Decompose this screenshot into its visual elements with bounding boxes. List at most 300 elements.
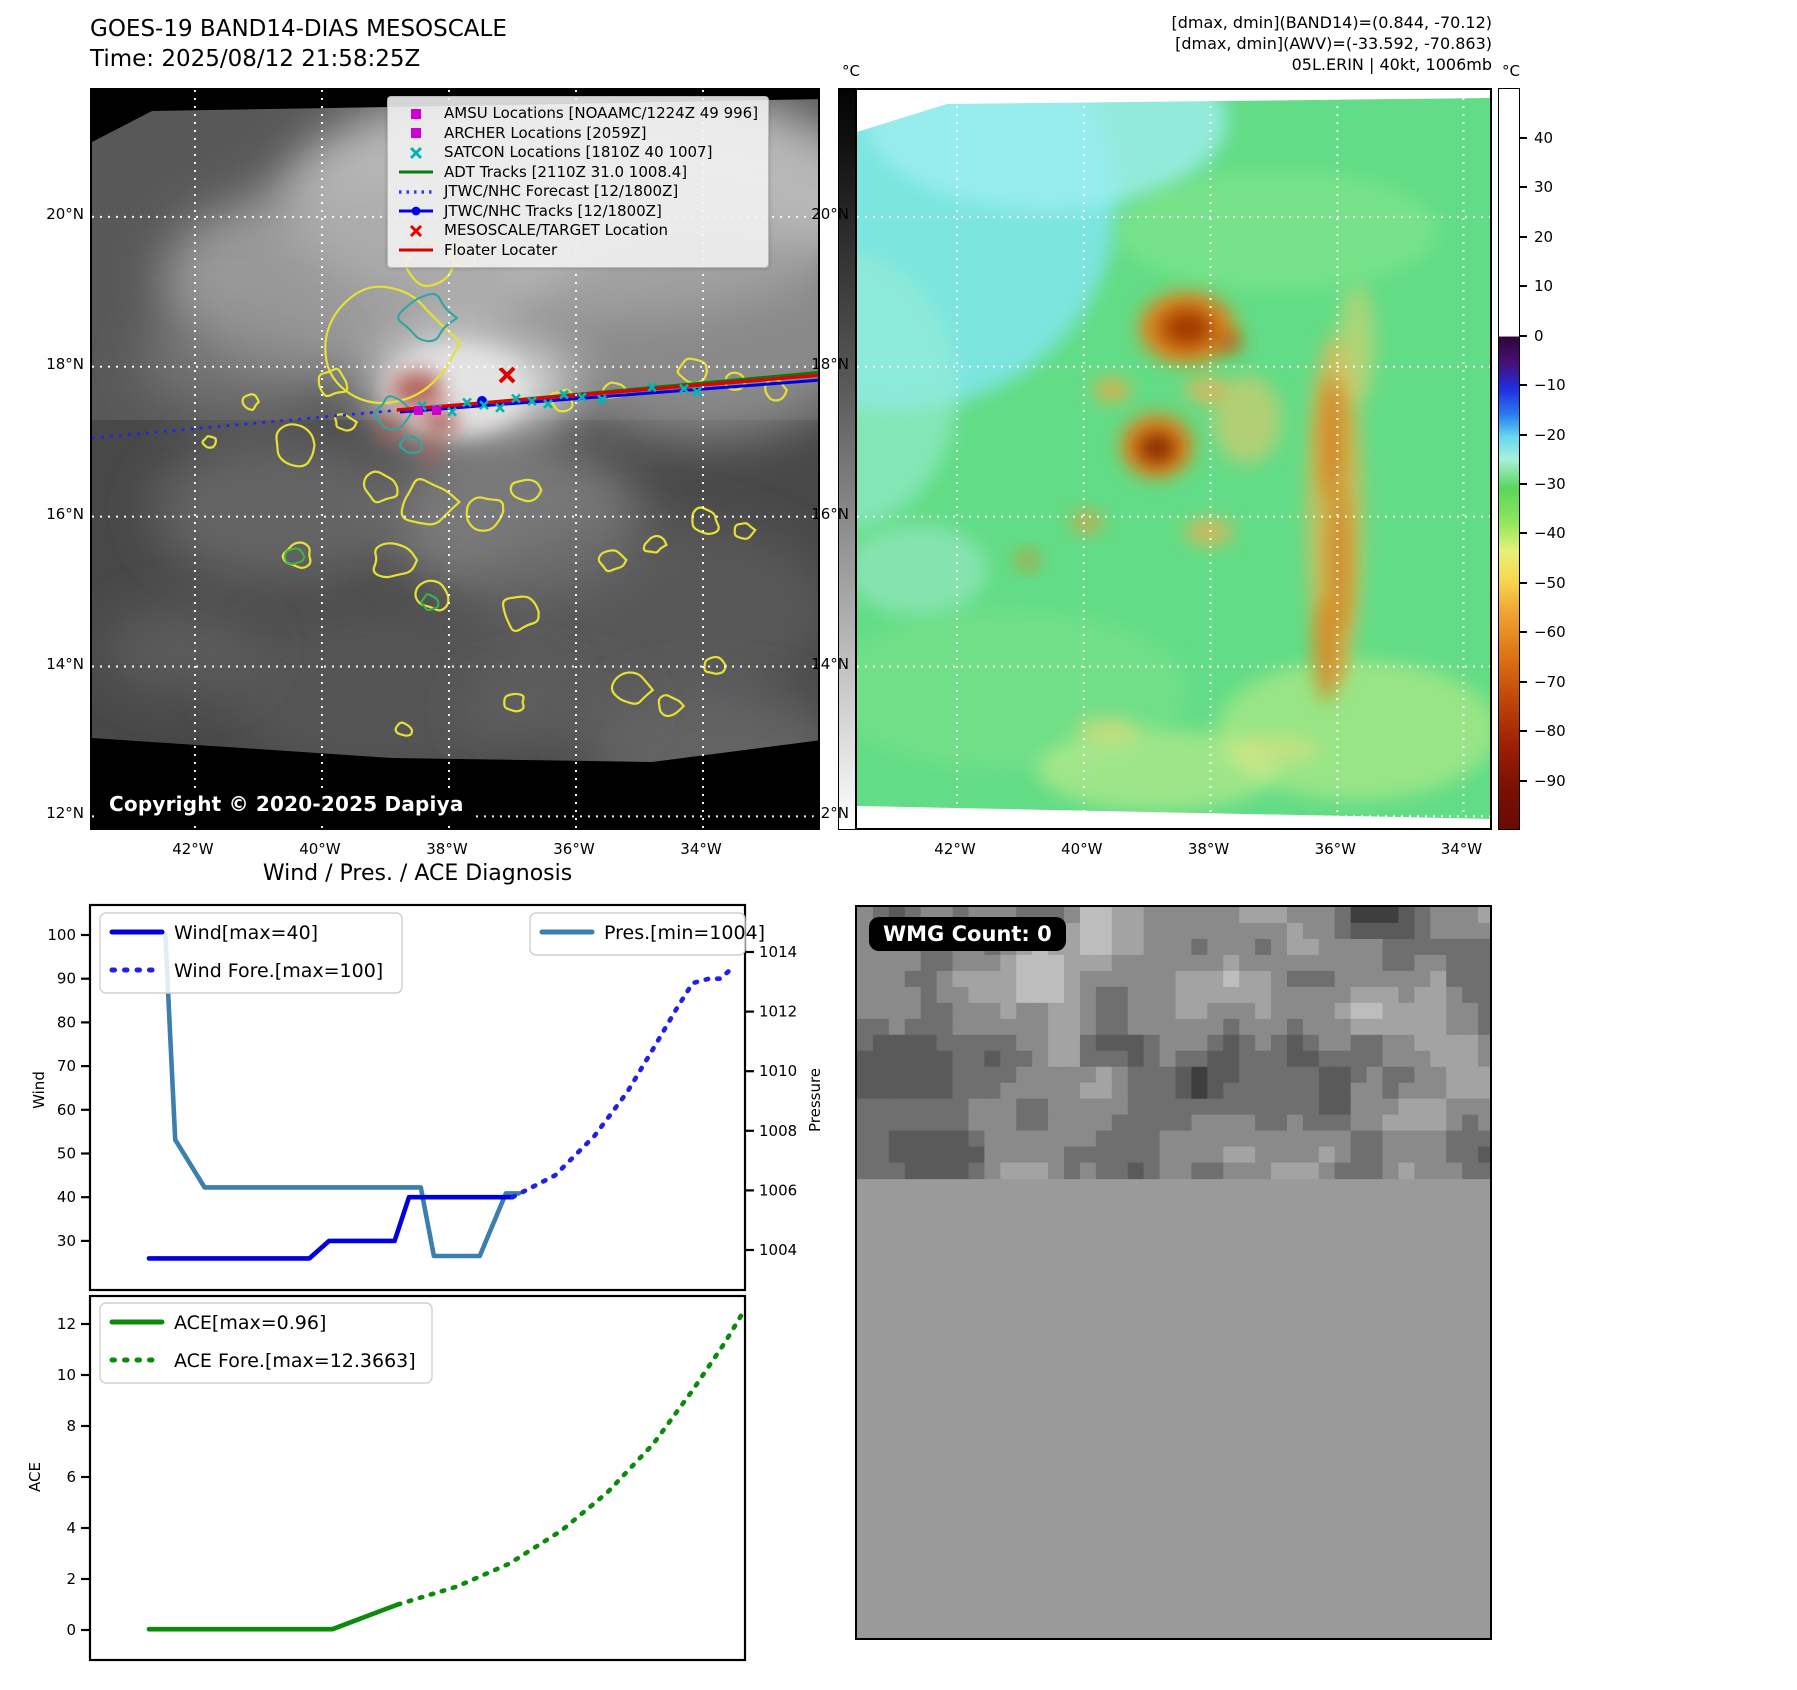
wmg-pixel: [905, 1003, 921, 1019]
wmg-pixel: [984, 1051, 1000, 1067]
wmg-pixel: [1383, 1083, 1399, 1099]
colorbar-tickmark: [1520, 532, 1527, 534]
wmg-pixel: [1414, 923, 1430, 939]
wmg-pixel: [1128, 1083, 1144, 1099]
wmg-pixel: [1255, 1035, 1271, 1051]
wmg-pixel: [953, 1115, 969, 1131]
wmg-pixel: [1032, 1083, 1048, 1099]
wmg-pixel: [1144, 1099, 1160, 1115]
marker-glyph: [396, 243, 436, 257]
band14-title: GOES-19 BAND14-DIAS MESOSCALE: [90, 16, 507, 42]
wmg-pixel: [1478, 1067, 1492, 1083]
lon-label: 34°W: [680, 840, 722, 858]
wmg-pixel: [1144, 923, 1160, 939]
wmg-pixel: [1096, 971, 1112, 987]
decor: [411, 148, 421, 158]
wmg-pixel: [1032, 1115, 1048, 1131]
wmg-pixel: [1367, 987, 1383, 1003]
wmg-pixel: [1112, 1083, 1128, 1099]
wmg-pixel: [1414, 1163, 1430, 1179]
wmg-pixel: [1016, 1083, 1032, 1099]
wmg-pixel: [1367, 955, 1383, 971]
wmg-pixel: [1351, 1035, 1367, 1051]
wmg-pixel: [1430, 1147, 1446, 1163]
decor: [1185, 377, 1229, 403]
storm-header: [1172, 12, 1493, 75]
wmg-pixel: [968, 1115, 984, 1131]
wmg-pixel: [1000, 1035, 1016, 1051]
wmg-pixel: [1462, 907, 1478, 923]
colorbar-tickmark: [1520, 730, 1527, 732]
wmg-pixel: [1462, 1035, 1478, 1051]
wmg-pixel: [953, 1051, 969, 1067]
wmg-pixel: [921, 1035, 937, 1051]
wmg-pixel: [1478, 1003, 1492, 1019]
pressure-tick-label: 1004: [759, 1241, 798, 1259]
wmg-pixel: [1414, 1051, 1430, 1067]
wmg-pixel: [1064, 923, 1080, 939]
wmg-pixel: [1064, 1003, 1080, 1019]
wmg-pixel: [1239, 1003, 1255, 1019]
wmg-pixel: [1319, 1163, 1335, 1179]
wmg-pixel: [1207, 987, 1223, 1003]
wmg-pixel: [1032, 971, 1048, 987]
wmg-pixel: [1271, 1099, 1287, 1115]
wmg-pixel: [1414, 1035, 1430, 1051]
wmg-pixel: [1128, 939, 1144, 955]
wmg-pixel: [1271, 987, 1287, 1003]
colorbar-tickmark: [1520, 285, 1527, 287]
wmg-pixel: [1207, 1163, 1223, 1179]
wmg-pixel: [1319, 1067, 1335, 1083]
wmg-pixel: [1223, 971, 1239, 987]
x-marker-icon: [396, 146, 436, 160]
wmg-pixel: [1398, 1067, 1414, 1083]
wmg-pixel: [1064, 1115, 1080, 1131]
colorbar-tick-label: 40: [1534, 128, 1554, 147]
wmg-pixel: [1064, 1019, 1080, 1035]
wmg-pixel: [1255, 1099, 1271, 1115]
wmg-pixel: [1000, 1163, 1016, 1179]
wmg-pixel: [873, 1115, 889, 1131]
lon-label: 40°W: [299, 840, 341, 858]
decor: [1314, 598, 1340, 702]
wmg-pixel: [1430, 955, 1446, 971]
wmg-pixel: [1160, 971, 1176, 987]
wmg-pixel: [1367, 907, 1383, 923]
legend-entry-label: ACE[max=0.96]: [174, 1312, 327, 1334]
wmg-pixel: [1287, 1147, 1303, 1163]
wmg-pixel: [1096, 955, 1112, 971]
wmg-pixel: [1383, 907, 1399, 923]
wmg-pixel: [1064, 955, 1080, 971]
wmg-pixel: [1048, 1115, 1064, 1131]
colorbar-tickmark: [1520, 434, 1527, 436]
wmg-pixel: [1367, 939, 1383, 955]
wmg-pixel: [1096, 1163, 1112, 1179]
wmg-pixel: [1287, 1115, 1303, 1131]
wmg-pixel: [1207, 1067, 1223, 1083]
map-legend-item: [396, 182, 758, 202]
wmg-pixel: [1303, 1067, 1319, 1083]
decor: [102, 605, 262, 695]
wmg-pixel: [1096, 1115, 1112, 1131]
wmg-pixel: [1239, 1115, 1255, 1131]
wmg-pixel: [1383, 1019, 1399, 1035]
wmg-pixel: [1032, 1051, 1048, 1067]
wmg-pixel: [1319, 1003, 1335, 1019]
wmg-pixel: [1255, 955, 1271, 971]
wmg-pixel: [889, 1083, 905, 1099]
wmg-pixel: [1414, 1147, 1430, 1163]
wmg-pixel: [1144, 907, 1160, 923]
wmg-pixel: [857, 1003, 873, 1019]
wmg-pixel: [1144, 1147, 1160, 1163]
wmg-pixel: [937, 1035, 953, 1051]
wmg-pixel: [1287, 1099, 1303, 1115]
wmg-pixel: [1351, 1051, 1367, 1067]
wmg-pixel: [968, 1147, 984, 1163]
wmg-pixel: [1383, 987, 1399, 1003]
wmg-pixel: [1207, 1003, 1223, 1019]
wmg-pixel: [1255, 971, 1271, 987]
wmg-pixel: [1096, 1035, 1112, 1051]
wind-tick-label: 60: [56, 1100, 76, 1119]
wmg-pixel: [1160, 1003, 1176, 1019]
wmg-pixel: [1430, 1163, 1446, 1179]
wmg-pixel: [1064, 1131, 1080, 1147]
wmg-pixel: [1207, 955, 1223, 971]
wmg-pixel: [1335, 1003, 1351, 1019]
wmg-pixel: [1064, 971, 1080, 987]
wmg-pixel: [1446, 955, 1462, 971]
wmg-pixel: [1303, 1051, 1319, 1067]
wmg-pixel: [873, 1019, 889, 1035]
wmg-pixel: [953, 1035, 969, 1051]
wmg-pixel: [1016, 1067, 1032, 1083]
wmg-pixel: [1271, 1083, 1287, 1099]
wmg-pixel: [1414, 939, 1430, 955]
decor: [1235, 736, 1319, 764]
wmg-pixel: [1239, 987, 1255, 1003]
decor: [1016, 552, 1038, 568]
wmg-pixel: [1223, 1115, 1239, 1131]
colorbar-tick-label: −20: [1534, 425, 1566, 444]
wmg-pixel: [1112, 971, 1128, 987]
series-ACE Fore.[max=12.3663]: [398, 1315, 742, 1605]
wmg-pixel: [1160, 1115, 1176, 1131]
wmg-pixel: [1478, 1099, 1492, 1115]
wmg-pixel: [1080, 1147, 1096, 1163]
wmg-pixel-image: [857, 907, 1492, 1640]
wmg-pixel: [921, 1019, 937, 1035]
wmg-pixel: [1478, 1051, 1492, 1067]
wmg-pixel: [1478, 1131, 1492, 1147]
wmg-pixel: [1048, 1083, 1064, 1099]
wmg-pixel: [1048, 987, 1064, 1003]
wmg-pixel: [1112, 1163, 1128, 1179]
wmg-pixel: [968, 1019, 984, 1035]
wmg-pixel: [1398, 923, 1414, 939]
wmg-pixel: [1207, 1083, 1223, 1099]
wmg-pixel: [1239, 1147, 1255, 1163]
wmg-pixel: [1016, 1147, 1032, 1163]
legend-entry-label: Wind Fore.[max=100]: [174, 960, 384, 982]
wmg-pixel: [1000, 971, 1016, 987]
ace-axis-label: ACE: [26, 1462, 44, 1492]
line-marker-icon: [396, 165, 436, 179]
wmg-pixel: [1351, 939, 1367, 955]
legend-entry-label: Wind[max=40]: [174, 922, 319, 944]
wmg-pixel: [1367, 1131, 1383, 1147]
wmg-pixel: [984, 1163, 1000, 1179]
ace-tick-label: 10: [56, 1366, 76, 1384]
wmg-pixel: [1319, 971, 1335, 987]
map-legend-item: [396, 143, 758, 163]
wmg-pixel: [1223, 955, 1239, 971]
wmg-pixel: [1112, 1067, 1128, 1083]
wmg-pixel: [1287, 1035, 1303, 1051]
wmg-pixel: [1000, 1131, 1016, 1147]
wmg-pixel: [1351, 1019, 1367, 1035]
wmg-pixel: [1414, 955, 1430, 971]
wmg-pixel: [1144, 1051, 1160, 1067]
wmg-pixel: [1462, 1163, 1478, 1179]
wmg-pixel: [1064, 1083, 1080, 1099]
wmg-pixel: [857, 1115, 873, 1131]
decor: [411, 128, 421, 138]
wmg-pixel: [1271, 1115, 1287, 1131]
wmg-pixel: [1000, 1147, 1016, 1163]
wmg-pixel: [889, 1131, 905, 1147]
wmg-pixel: [873, 955, 889, 971]
wmg-pixel: [1271, 1051, 1287, 1067]
wmg-pixel: [968, 1067, 984, 1083]
wmg-pixel: [1080, 1099, 1096, 1115]
wmg-pixel: [1430, 1083, 1446, 1099]
map-legend-label: ARCHER Locations [2059Z]: [444, 123, 647, 142]
decor: [1117, 170, 1437, 290]
wmg-pixel: [1176, 907, 1192, 923]
wmg-pixel: [937, 1115, 953, 1131]
wmg-pixel: [1287, 1067, 1303, 1083]
wmg-pixel: [1128, 907, 1144, 923]
wmg-pixel: [1048, 1035, 1064, 1051]
wmg-pixel: [1367, 1163, 1383, 1179]
wmg-pixel: [1191, 1147, 1207, 1163]
wind-tick-label: 40: [56, 1188, 76, 1207]
wmg-pixel: [1048, 1131, 1064, 1147]
marker-glyph: [396, 126, 436, 140]
wmg-pixel: [1255, 1131, 1271, 1147]
wind-tick-label: 50: [56, 1144, 76, 1163]
decor: [1094, 379, 1130, 401]
wmg-pixel: [1255, 1083, 1271, 1099]
ace-tick-label: 2: [66, 1570, 76, 1588]
wmg-pixel: [1223, 939, 1239, 955]
wmg-pixel: [1367, 923, 1383, 939]
wmg-pixel: [889, 955, 905, 971]
wmg-pixel: [1319, 1115, 1335, 1131]
wmg-pixel: [1478, 923, 1492, 939]
wmg-pixel: [1239, 939, 1255, 955]
wmg-pixel: [984, 1083, 1000, 1099]
wmg-pixel: [1176, 939, 1192, 955]
lat-label: 16°N: [46, 504, 84, 523]
wmg-pixel: [1430, 1003, 1446, 1019]
wmg-pixel: [1414, 1083, 1430, 1099]
wmg-pixel: [968, 1035, 984, 1051]
wmg-pixel: [905, 1035, 921, 1051]
wmg-pixel: [921, 1067, 937, 1083]
wmg-pixel: [1255, 1003, 1271, 1019]
wmg-pixel: [1016, 1019, 1032, 1035]
wmg-pixel: [1335, 1067, 1351, 1083]
wmg-pixel: [1176, 1099, 1192, 1115]
wmg-pixel: [1191, 1163, 1207, 1179]
wmg-pixel: [905, 987, 921, 1003]
line-dot-marker-icon: [396, 204, 436, 218]
pressure-tick-label: 1014: [759, 943, 798, 961]
wmg-pixel: [1128, 1051, 1144, 1067]
colorbar-tickmark: [1520, 582, 1527, 584]
wmg-pixel: [1128, 1003, 1144, 1019]
wmg-pixel: [953, 1147, 969, 1163]
colorbar-tickmark: [1520, 236, 1527, 238]
wmg-pixel: [889, 1051, 905, 1067]
wmg-pixel: [1223, 1099, 1239, 1115]
map-legend-label: JTWC/NHC Forecast [12/1800Z]: [444, 182, 679, 200]
wmg-pixel: [953, 1131, 969, 1147]
wmg-pixel: [984, 1035, 1000, 1051]
colorbar-tickmark: [1520, 335, 1527, 337]
wmg-pixel: [857, 1067, 873, 1083]
wmg-pixel: [937, 971, 953, 987]
wmg-pixel: [1478, 907, 1492, 923]
colorbar-tick-label: 30: [1534, 178, 1554, 197]
lat-label: 16°N: [811, 504, 849, 523]
wmg-pixel: [1383, 1147, 1399, 1163]
wmg-pixel: [873, 1035, 889, 1051]
wmg-pixel: [857, 1051, 873, 1067]
wmg-pixel: [1414, 1019, 1430, 1035]
wmg-pixel: [1064, 939, 1080, 955]
wmg-pixel: [1064, 1035, 1080, 1051]
wmg-pixel: [1271, 1163, 1287, 1179]
square-marker-icon: [396, 126, 436, 140]
wmg-pixel: [1112, 1115, 1128, 1131]
wmg-pixel: [937, 955, 953, 971]
decor: [414, 406, 423, 415]
colorbar-tick-label: −90: [1534, 771, 1566, 790]
wmg-pixel: [1223, 1051, 1239, 1067]
wmg-pixel: [1287, 923, 1303, 939]
wmg-pixel: [1367, 971, 1383, 987]
decor: [1339, 285, 1375, 405]
wmg-pixel: [1112, 1131, 1128, 1147]
wmg-pixel: [1080, 923, 1096, 939]
wmg-pixel: [1160, 1083, 1176, 1099]
wmg-pixel: [1207, 971, 1223, 987]
wmg-pixel: [1160, 987, 1176, 1003]
series-Wind Fore.[max=100]: [513, 966, 736, 1198]
wmg-pixel: [905, 1163, 921, 1179]
wmg-pixel: [1096, 1003, 1112, 1019]
wmg-pixel: [873, 1163, 889, 1179]
wmg-pixel: [1287, 1131, 1303, 1147]
wmg-pixel: [1367, 1051, 1383, 1067]
wmg-pixel: [1414, 971, 1430, 987]
wmg-pixel: [1414, 1115, 1430, 1131]
map-legend-item: [396, 241, 758, 261]
lon-label: 36°W: [1314, 840, 1356, 858]
wmg-pixel: [1080, 1019, 1096, 1035]
wmg-pixel: [1462, 1147, 1478, 1163]
wmg-pixel: [1446, 1003, 1462, 1019]
wmg-pixel: [1032, 1067, 1048, 1083]
decor: [857, 525, 987, 615]
wmg-pixel: [1430, 971, 1446, 987]
wmg-pixel: [1064, 1147, 1080, 1163]
wmg-pixel: [1176, 955, 1192, 971]
wmg-pixel: [1303, 1019, 1319, 1035]
wmg-pixel: [1048, 1099, 1064, 1115]
marker-glyph: [396, 185, 436, 199]
wmg-pixel: [1223, 1163, 1239, 1179]
wmg-pixel: [968, 1083, 984, 1099]
wmg-pixel: [1271, 1067, 1287, 1083]
wmg-pixel: [1239, 1019, 1255, 1035]
wmg-pixel: [1319, 939, 1335, 955]
wmg-pixel: [1287, 939, 1303, 955]
wmg-pixel: [1398, 1131, 1414, 1147]
wmg-pixel: [1462, 955, 1478, 971]
wmg-pixel: [1398, 1099, 1414, 1115]
wmg-pixel: [1335, 1019, 1351, 1035]
wmg-pixel: [921, 1003, 937, 1019]
lon-label: 42°W: [934, 840, 976, 858]
wmg-pixel: [1383, 1051, 1399, 1067]
wmg-pixel: [905, 1083, 921, 1099]
wmg-pixel: [1446, 1067, 1462, 1083]
wmg-pixel: [1128, 971, 1144, 987]
wmg-pixel: [1446, 1163, 1462, 1179]
wmg-pixel: [857, 1035, 873, 1051]
wmg-pixel: [1271, 923, 1287, 939]
wmg-pixel: [1176, 1051, 1192, 1067]
wmg-pixel: [1223, 1019, 1239, 1035]
wmg-pixel: [1223, 923, 1239, 939]
wmg-pixel: [984, 955, 1000, 971]
wmg-pixel: [1398, 955, 1414, 971]
wmg-pixel: [968, 955, 984, 971]
wmg-pixel: [968, 1099, 984, 1115]
wmg-pixel: [1128, 955, 1144, 971]
wmg-pixel: [1223, 1067, 1239, 1083]
wmg-pixel: [1462, 1099, 1478, 1115]
wmg-pixel: [857, 971, 873, 987]
wmg-pixel: [1319, 1051, 1335, 1067]
wmg-pixel: [905, 1115, 921, 1131]
wmg-pixel: [1080, 1115, 1096, 1131]
wmg-pixel: [1446, 971, 1462, 987]
wmg-pixel: [857, 1083, 873, 1099]
colorbar-tick-label: −80: [1534, 722, 1566, 741]
wmg-pixel: [889, 1067, 905, 1083]
wmg-pixel: [1398, 1003, 1414, 1019]
wmg-pixel: [1080, 1067, 1096, 1083]
wmg-pixel: [1255, 1147, 1271, 1163]
